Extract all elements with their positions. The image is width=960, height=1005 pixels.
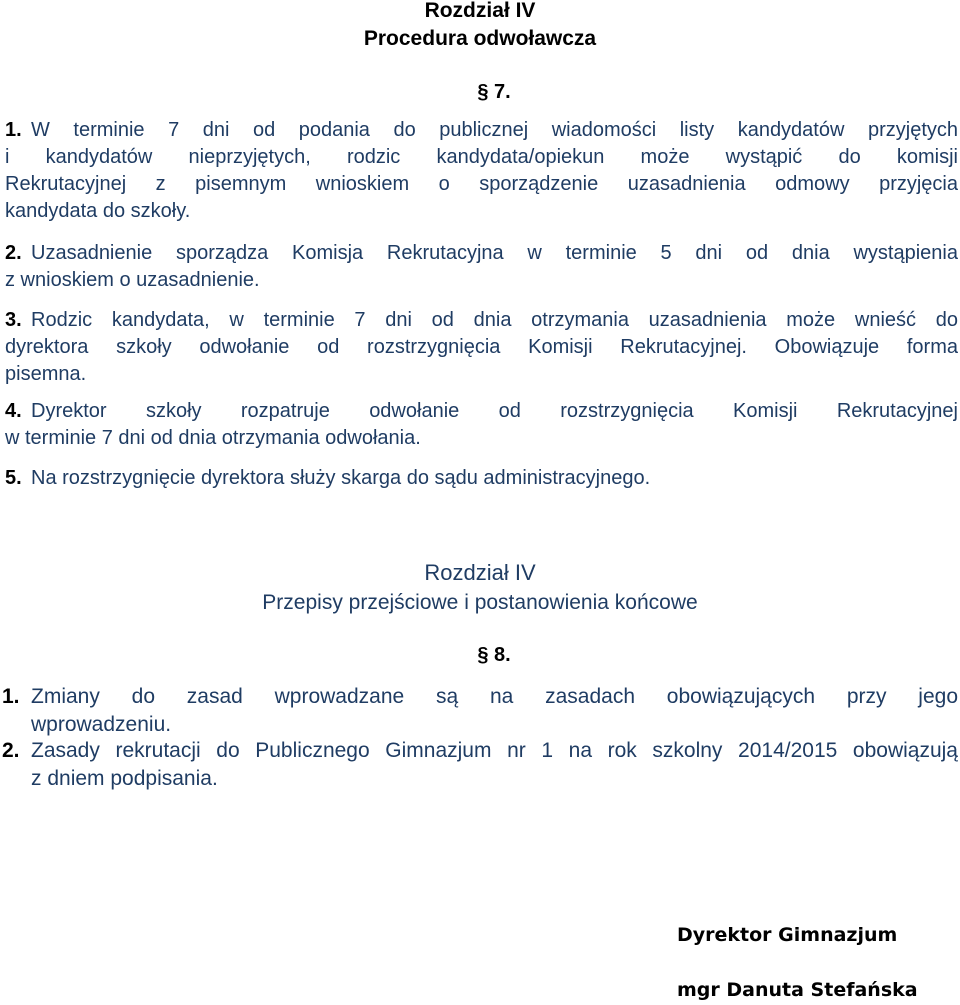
paragraph-5 [5,465,958,492]
paragraph-3 [5,307,958,334]
paragraph-line: Uzasadnienie sporządza Komisja Rekrutacyjna w terminie 5 dni od dnia wystąpienia [31,242,958,264]
paragraph-line: i kandydatów nieprzyjętych, rodzic kandydata/opiekun może wystąpić do komisji [5,146,958,168]
paragraph-line: Dyrektor szkoły rozpatruje odwołanie od rozstrzygnięcia Komisji Rekrutacyjnej [31,400,958,422]
chapter-title: Rozdział IV [424,560,536,585]
paragraph-line: wprowadzeniu. [31,713,172,736]
section-number: § 8. [477,644,511,666]
paragraph-2 [5,240,958,267]
paragraph-final-1 [2,683,958,739]
paragraph-final-2 [2,737,958,793]
paragraph-line: z dniem podpisania. [31,767,218,790]
paragraph-line: W terminie 7 dni od podania do publicznej wiadomości listy kandydatów przyjętych [31,119,958,141]
paragraph-number: 5. [5,467,22,489]
paragraph-number: 1. [5,119,22,141]
chapter-subtitle: Przepisy przejściowe i postanowienia końcowe [262,591,698,614]
paragraph-3-continued [5,334,958,388]
paragraph-1 [5,117,958,144]
paragraph-line: Na rozstrzygnięcie dyrektora służy skarga do sądu administracyjnego. [31,467,651,489]
signature-name: mgr Danuta Stefańska [677,979,918,1001]
chapter-title: Rozdział IV [424,0,536,22]
paragraph-number: 3. [5,309,22,331]
paragraph-2-continued [5,267,958,294]
paragraph-line: w terminie 7 dni od dnia otrzymania odwołania. [5,427,421,449]
paragraph-number: 4. [5,400,22,422]
paragraph-line: Zmiany do zasad wprowadzane są na zasadach obowiązujących przy jego [31,685,958,708]
paragraph-line: Rodzic kandydata, w terminie 7 dni od dnia otrzymania uzasadnienia może wnieść do [31,309,958,331]
section-number: § 7. [477,81,511,103]
paragraph-number: 1. [2,685,20,708]
paragraph-line: z wnioskiem o uzasadnienie. [5,269,260,291]
paragraph-line: Zasady rekrutacji do Publicznego Gimnazjum nr 1 na rok szkolny 2014/2015 obowiązują [31,739,958,762]
paragraph-line: dyrektora szkoły odwołanie od rozstrzygnięcia Komisji Rekrutacyjnej. Obowiązuje forma [5,336,958,358]
signature-role: Dyrektor Gimnazjum [677,924,898,946]
paragraph-line: Rekrutacyjnej z pisemnym wnioskiem o sporządzenie uzasadnienia odmowy przyjęcia [5,173,958,195]
paragraph-line: kandydata do szkoły. [5,200,191,222]
paragraph-4-continued [5,425,958,452]
paragraph-number: 2. [5,242,22,264]
paragraph-4 [5,398,958,425]
paragraph-number: 2. [2,739,20,762]
paragraph-1-continued [5,144,958,225]
paragraph-line: pisemna. [5,363,87,385]
chapter-subtitle: Procedura odwoławcza [363,27,597,50]
